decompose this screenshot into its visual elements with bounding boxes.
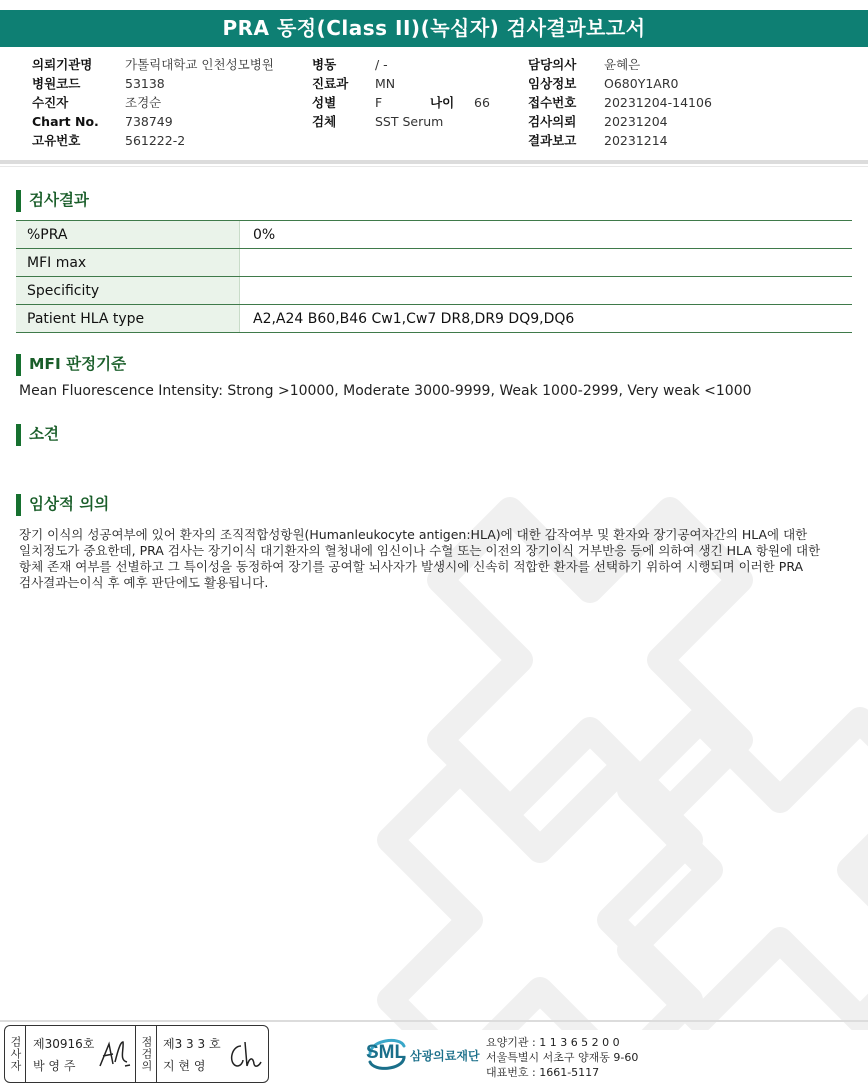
section-title-opinion: 소견 bbox=[16, 424, 59, 446]
info-label: 성별 bbox=[312, 95, 337, 110]
info-label: 병원코드 bbox=[32, 76, 81, 91]
reviewer-label: 점검의 bbox=[135, 1026, 157, 1082]
info-value: F bbox=[375, 95, 383, 110]
info-label: 병동 bbox=[312, 57, 337, 72]
result-value: 0% bbox=[240, 221, 853, 249]
info-value: 20231214 bbox=[604, 133, 668, 148]
info-value: 66 bbox=[474, 95, 490, 110]
result-value: A2,A24 B60,B46 Cw1,Cw7 DR8,DR9 DQ9,DQ6 bbox=[240, 305, 853, 333]
tester-license-no: 제30916호 bbox=[33, 1037, 95, 1051]
info-label: 고유번호 bbox=[32, 133, 81, 148]
clinical-line: 일치정도가 중요한데, PRA 검사는 장기이식 대기환자의 혈청내에 임신이나 수혈 또는 이전의 장기이식 거부반응 등에 의하여 생긴 HLA 항원에 대한 bbox=[19, 543, 821, 558]
mfi-criteria-text: Mean Fluorescence Intensity: Strong >10000, Moderate 3000-9999, Weak 1000-2999, Very weak <1000 bbox=[19, 383, 752, 399]
header-divider bbox=[0, 160, 868, 164]
footer-divider bbox=[0, 1020, 868, 1022]
clinical-significance-text bbox=[19, 527, 839, 591]
report-title: PRA 동정(Class II)(녹십자) 검사결과보고서 bbox=[0, 10, 868, 47]
org-info-line: 서울특별시 서초구 양재동 9-60 bbox=[486, 1051, 639, 1064]
info-label: 의뢰기관명 bbox=[32, 57, 93, 72]
result-key: %PRA bbox=[16, 221, 240, 249]
info-label: Chart No. bbox=[32, 114, 99, 129]
table-row bbox=[16, 305, 852, 333]
info-value: 53138 bbox=[125, 76, 165, 91]
info-value: 20231204-14106 bbox=[604, 95, 712, 110]
header-divider-thin bbox=[0, 166, 868, 167]
table-row bbox=[16, 249, 852, 277]
sml-logo bbox=[366, 1032, 486, 1076]
table-row bbox=[16, 221, 852, 249]
clinical-line: 검사결과는이식 후 예후 판단에도 활용됩니다. bbox=[19, 575, 269, 590]
tester-signature-icon bbox=[97, 1036, 133, 1072]
section-title-mfi: MFI 판정기준 bbox=[16, 354, 126, 376]
section-title-result: 검사결과 bbox=[16, 190, 89, 212]
result-key: Specificity bbox=[16, 277, 240, 305]
info-value: 가톨릭대학교 인천성모병원 bbox=[125, 57, 274, 72]
info-label: 결과보고 bbox=[528, 133, 577, 148]
sml-logo-text: SML bbox=[366, 1042, 407, 1063]
info-label: 검사의뢰 bbox=[528, 114, 577, 129]
info-value: 561222-2 bbox=[125, 133, 186, 148]
info-label: 접수번호 bbox=[528, 95, 577, 110]
reviewer-license-no: 제3 3 3 호 bbox=[163, 1037, 221, 1051]
info-label: 나이 bbox=[430, 95, 455, 110]
org-info-line: 요양기관 : 1 1 3 6 5 2 0 0 bbox=[486, 1036, 620, 1049]
reviewer-signature-icon bbox=[225, 1038, 263, 1072]
info-value: 조경순 bbox=[125, 95, 162, 110]
organization-info bbox=[486, 1035, 638, 1080]
reviewer-name: 지 현 영 bbox=[163, 1059, 206, 1073]
info-label: 진료과 bbox=[312, 76, 349, 91]
info-label: 임상정보 bbox=[528, 76, 577, 91]
info-value: SST Serum bbox=[375, 114, 444, 129]
info-value: MN bbox=[375, 76, 396, 91]
tester-name: 박 영 주 bbox=[33, 1059, 76, 1073]
result-value bbox=[240, 277, 853, 305]
info-value: / - bbox=[375, 57, 388, 72]
patient-info-block bbox=[32, 55, 852, 150]
info-value: 738749 bbox=[125, 114, 173, 129]
result-key: MFI max bbox=[16, 249, 240, 277]
signature-box bbox=[4, 1025, 269, 1083]
section-title-clinical: 임상적 의의 bbox=[16, 494, 109, 516]
clinical-line: 장기 이식의 성공여부에 있어 환자의 조직적합성항원(Humanleukocyte antigen:HLA)에 대한 감작여부 및 환자와 장기공여자간의 HLA에 대한 bbox=[19, 527, 808, 542]
info-row bbox=[32, 93, 852, 112]
info-label: 검체 bbox=[312, 114, 337, 129]
org-info-line: 대표번호 : 1661-5117 bbox=[486, 1066, 600, 1079]
info-label: 담당의사 bbox=[528, 57, 577, 72]
info-value: 20231204 bbox=[604, 114, 668, 129]
info-label: 수진자 bbox=[32, 95, 69, 110]
info-row bbox=[32, 131, 852, 150]
info-row bbox=[32, 74, 852, 93]
sml-logo-org: 삼광의료재단 bbox=[410, 1049, 480, 1063]
table-row bbox=[16, 277, 852, 305]
info-value: 윤혜은 bbox=[604, 57, 641, 72]
info-value: O680Y1AR0 bbox=[604, 76, 679, 91]
clinical-line: 항체 존재 여부를 선별하고 그 특이성을 동정하여 장기를 공여할 뇌사자가 발생시에 신속히 적합한 환자를 선택하기 위하여 시행되며 이러한 PRA bbox=[19, 559, 804, 574]
info-row bbox=[32, 112, 852, 131]
info-row bbox=[32, 55, 852, 74]
result-key: Patient HLA type bbox=[16, 305, 240, 333]
result-table bbox=[16, 220, 852, 333]
tester-label: 검사자 bbox=[5, 1026, 26, 1082]
result-value bbox=[240, 249, 853, 277]
